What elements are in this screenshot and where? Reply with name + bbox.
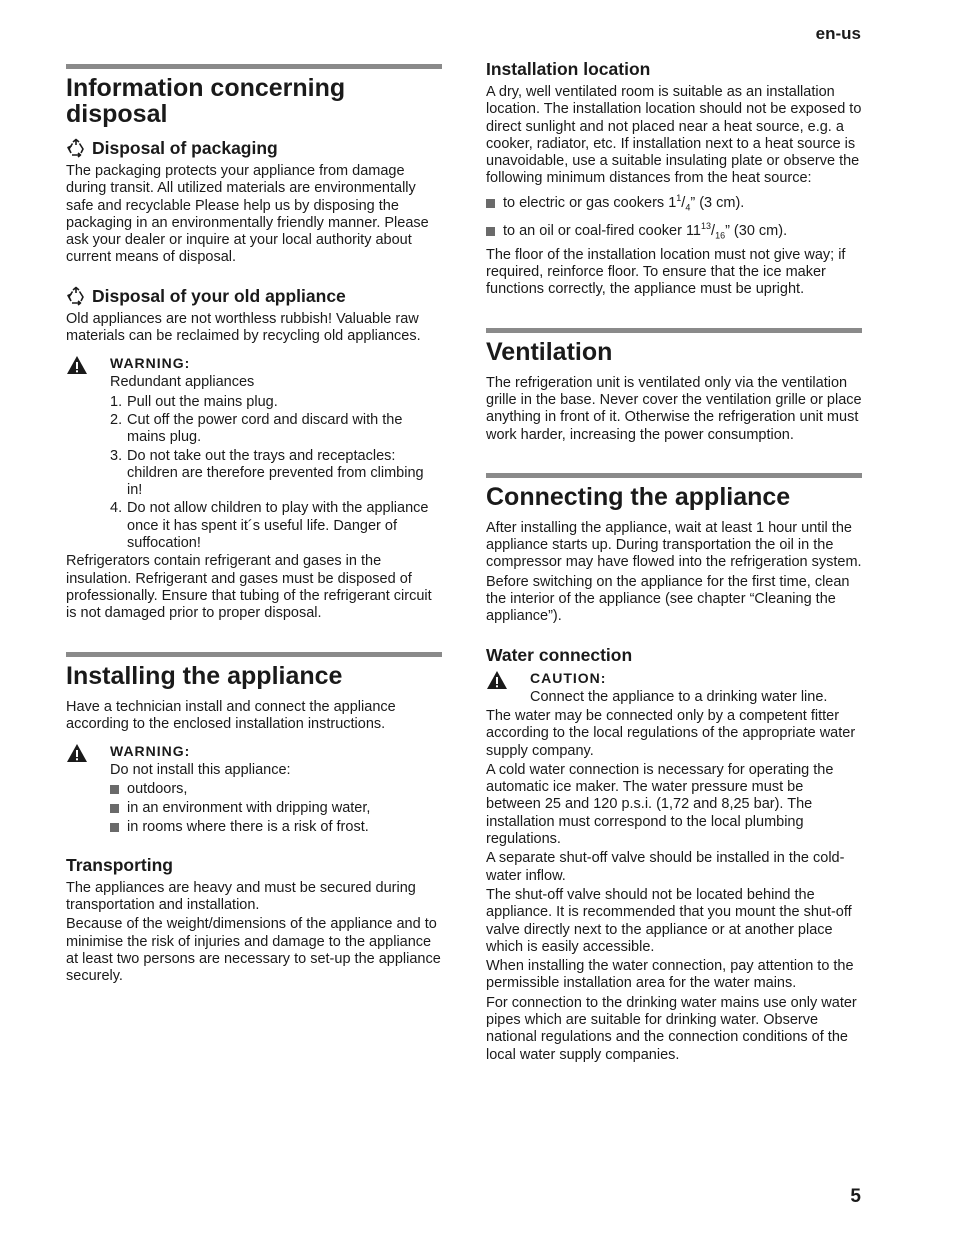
installing-heading: Installing the appliance bbox=[66, 661, 343, 690]
recycle-icon bbox=[66, 286, 86, 306]
transporting-subheading: Transporting bbox=[66, 854, 173, 875]
installing-warning bbox=[66, 743, 442, 838]
warning-icon bbox=[66, 355, 110, 553]
warning-icon bbox=[66, 743, 110, 838]
transport-paragraph-1: The appliances are heavy and must be secured during transportation and installation. bbox=[66, 879, 416, 914]
water-paragraph-5: When installing the water connection, pay attention to the permissible installation area for the water mains. bbox=[486, 958, 854, 992]
warning-intro: Redundant appliances bbox=[110, 374, 255, 391]
list-item: to electric or gas cookers $1^1/_4$” (3 cm). bbox=[486, 190, 862, 217]
ventilation-paragraph: The refrigeration unit is ventilated only via the ventilation grille in the base. Never cover the ventilation grille or place anything in front of it. Otherwise the refrigeration unit must work harder, increasing the power consumption. bbox=[486, 374, 862, 443]
packaging-subheading bbox=[66, 137, 442, 159]
install-restrictions bbox=[110, 781, 442, 836]
list-item: 1. Pull out the mains plug. bbox=[110, 393, 278, 410]
location-closing: The floor of the installation location must not give way; if required, reinforce floor. To ensure that the ice maker functions correctly, the appliance must be upright. bbox=[486, 246, 846, 298]
recycle-icon bbox=[66, 138, 86, 158]
packaging-paragraph: The packaging protects your appliance from damage during transit. All utilized materials are environmentally safe and recyclable Please help us by disposing the packaging in an environmentally friendly manner. Please ask your dealer or inquire at your local authority about current means of disposal. bbox=[66, 163, 429, 266]
transport-paragraph-2: Because of the weight/dimensions of the appliance and to minimise the risk of injuries and damage to the appliance at least two persons are necessary to set-up the appliance securely. bbox=[66, 916, 441, 985]
water-paragraph-1: The water may be connected only by a competent fitter according to the local regulations of the appropriate water supply company. bbox=[486, 707, 856, 759]
list-item: 3. Do not take out the trays and receptacles: children are therefore prevented from climbing in! bbox=[110, 447, 424, 499]
old-appliance-paragraph: Old appliances are not worthless rubbish! Valuable raw materials can be reclaimed by recycling old appliances. bbox=[66, 310, 421, 345]
installing-intro: Have a technician install and connect the appliance according to the enclosed installation instructions. bbox=[66, 698, 396, 732]
water-paragraph-2: A cold water connection is necessary for operating the automatic ice maker. The water pressure must be between 25 and 120 p.s.i. (1,72 and 8,25 bar). The installation must correspond to the local plumbing regulations. bbox=[486, 761, 834, 848]
warning-label: WARNING: bbox=[110, 743, 191, 760]
ventilation-heading: Ventilation bbox=[486, 337, 613, 366]
warning-label: WARNING: bbox=[110, 355, 191, 372]
section-rule bbox=[486, 328, 862, 333]
location-paragraph: A dry, well ventilated room is suitable as an installation location. The installation location should not be exposed to direct sunlight and not placed near a heat source, e.g. a cooker, radiator, etc. If installation next to a heat source is unavoidable, use a suitable insulating plate or observe the following minimum distances from the heat source: bbox=[486, 84, 862, 187]
location-subheading: Installation location bbox=[486, 59, 651, 79]
warning-icon bbox=[486, 670, 530, 708]
disposal-steps bbox=[110, 394, 442, 553]
page-number: 5 bbox=[850, 1186, 861, 1207]
old-appliance-subheading-text: Disposal of your old appliance bbox=[92, 285, 346, 306]
disposal-warning bbox=[66, 355, 442, 553]
list-item: outdoors, bbox=[110, 781, 442, 798]
section-rule bbox=[486, 473, 862, 478]
list-item: in an environment with dripping water, bbox=[110, 800, 442, 817]
water-connection-subheading: Water connection bbox=[486, 644, 633, 665]
distance-list bbox=[486, 190, 862, 246]
right-column bbox=[486, 58, 862, 1066]
water-paragraph-6: For connection to the drinking water mains use only water pipes which are suitable for drinking water. Observe national regulations and the connection conditions of the local water supply companies. bbox=[486, 994, 857, 1063]
caution-label: CAUTION: bbox=[530, 669, 607, 686]
list-item: 2. Cut off the power cord and discard with the mains plug. bbox=[110, 411, 403, 446]
disposal-closing: Refrigerators contain refrigerant and gases in the insulation. Refrigerant and gases must be disposed of professionally. Ensure that tubing of the refrigerant circuit is not damaged prior to proper disposal. bbox=[66, 553, 432, 622]
caution-box bbox=[486, 670, 862, 708]
disposal-heading: Information concerning disposal bbox=[66, 74, 346, 128]
old-appliance-subheading bbox=[66, 285, 442, 307]
section-rule bbox=[66, 652, 442, 657]
connecting-paragraph-2: Before switching on the appliance for the first time, clean the interior of the appliance (see chapter “Cleaning the appliance”). bbox=[486, 573, 850, 625]
connecting-heading: Connecting the appliance bbox=[486, 482, 791, 511]
packaging-subheading-text: Disposal of packaging bbox=[92, 138, 278, 158]
water-paragraph-3: A separate shut-off valve should be installed in the cold-water inflow. bbox=[486, 850, 845, 884]
water-paragraph-4: The shut-off valve should not be located behind the appliance. It is recommended that you mount the shut-off valve directly next to the appliance or at another place which is easily accessible. bbox=[486, 886, 852, 955]
caution-text: Connect the appliance to a drinking water line. bbox=[530, 688, 828, 705]
warning-intro: Do not install this appliance: bbox=[110, 762, 291, 779]
left-column bbox=[66, 64, 442, 988]
list-item: 4. Do not allow children to play with the appliance once it has spent it´s useful life. Danger of suffocation! bbox=[110, 500, 429, 552]
list-item: to an oil or coal-fired cooker $11^{13}/_{16}$” (30 cm). bbox=[486, 218, 862, 245]
language-code: en-us bbox=[815, 24, 861, 43]
connecting-paragraph-1: After installing the appliance, wait at least 1 hour until the appliance starts up. During transportation the oil in the compressor may have flowed into the refrigeration system. bbox=[486, 519, 862, 571]
list-item: in rooms where there is a risk of frost. bbox=[110, 819, 442, 836]
section-rule bbox=[66, 64, 442, 69]
